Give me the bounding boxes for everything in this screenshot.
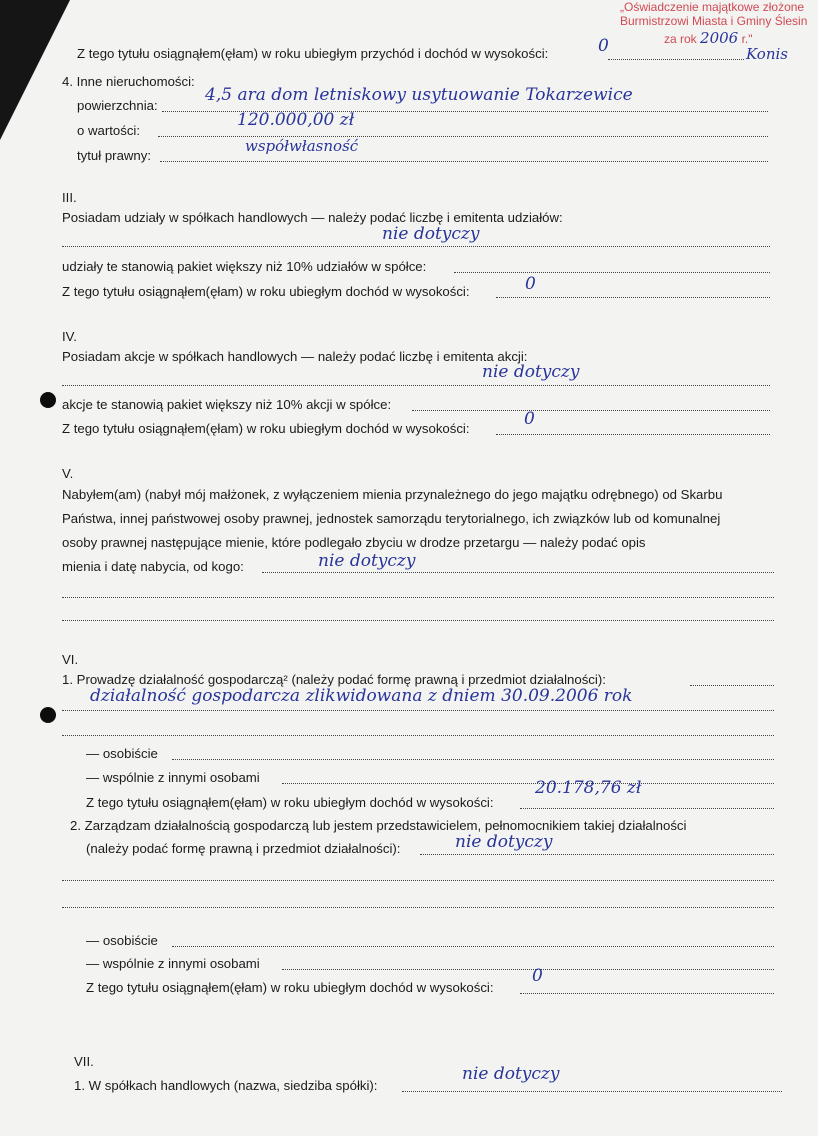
stocks-income-value: 0 (524, 409, 535, 429)
stamp-year-prefix: za rok (664, 32, 697, 46)
companies-value: nie dotyczy (462, 1064, 560, 1084)
management-extra-line (62, 880, 774, 881)
legal-title-line (160, 161, 768, 162)
business-extra-line (62, 735, 774, 736)
management-joint-label: — wspólnie z innymi osobami (86, 956, 260, 971)
shares-label: Posiadam udziały w spółkach handlowych — należy podać liczbę i emitenta udziałów: (62, 210, 563, 225)
business-personal-label: — osobiście (86, 746, 158, 761)
torn-corner (0, 0, 70, 140)
management-extra-line (62, 907, 774, 908)
shares-over10-line (454, 272, 770, 273)
section-iii-heading: III. (62, 190, 77, 205)
business-personal-line (172, 759, 774, 760)
business-income-value: 20.178,76 zł (535, 778, 642, 798)
stamp-year-suffix: r." (741, 32, 753, 46)
stamp-line2: Burmistrzowi Miasta i Gminy Ślesin (620, 14, 808, 28)
section-v-heading: V. (62, 466, 74, 481)
management-line (420, 854, 774, 855)
punch-hole (40, 707, 56, 723)
management-joint-line (282, 969, 774, 970)
stamp-line1: „Oświadczenie majątkowe złożone (620, 0, 805, 14)
section-vi-heading: VI. (62, 652, 79, 667)
acquisition-value: nie dotyczy (318, 551, 416, 571)
stocks-value: nie dotyczy (482, 362, 580, 382)
business-joint-label: — wspólnie z innymi osobami (86, 770, 260, 785)
stocks-over10-line (412, 410, 770, 411)
business-income-line (520, 808, 774, 809)
legal-title-label: tytuł prawny: (77, 148, 152, 163)
value-value: 120.000,00 zł (237, 110, 355, 130)
stocks-line (62, 385, 770, 386)
companies-label: 1. W spółkach handlowych (nazwa, siedziba spółki): (74, 1078, 378, 1093)
shares-income-line (496, 297, 770, 298)
business-line (62, 710, 774, 711)
other-property-title: 4. Inne nieruchomości: (62, 74, 195, 89)
value-label: o wartości: (77, 123, 141, 138)
business-label: 1. Prowadzę działalność gospodarczą² (należy podać formę prawną i przedmiot działalności): (62, 672, 606, 687)
area-label: powierzchnia: (77, 98, 158, 113)
management-personal-label: — osobiście (86, 933, 158, 948)
signature-initials: Konis (746, 45, 788, 63)
acquisition-line2: Państwa, innej państwowej osoby prawnej, jednostek samorządu terytorialnego, ich związków lub od komunalnej (62, 511, 721, 526)
management-line2: (należy podać formę prawną i przedmiot działalności): (86, 841, 401, 856)
management-value: nie dotyczy (455, 832, 553, 852)
legal-title-value: współwłasność (245, 137, 359, 155)
section-vii-heading: VII. (74, 1054, 94, 1069)
stamp-line3 (664, 28, 753, 48)
acquisition-line3: osoby prawnej następujące mienie, które podlegało zbyciu w drodze przetargu — należy podać opis (62, 535, 646, 550)
acquisition-line4: mienia i datę nabycia, od kogo: (62, 559, 244, 574)
stamp-year: 2006 (700, 29, 739, 47)
shares-income-label: Z tego tytułu osiągnąłem(ęłam) w roku ubiegłym dochód w wysokości: (62, 284, 470, 299)
top-income-label: Z tego tytułu osiągnąłem(ęłam) w roku ubiegłym przychód i dochód w wysokości: (77, 46, 549, 61)
top-income-line (608, 59, 744, 60)
management-personal-line (172, 946, 774, 947)
companies-line (402, 1091, 782, 1092)
shares-over10-label: udziały te stanowią pakiet większy niż 10% udziałów w spółce: (62, 259, 427, 274)
management-income-line (520, 993, 774, 994)
top-income-value: 0 (598, 36, 609, 56)
business-income-label: Z tego tytułu osiągnąłem(ęłam) w roku ubiegłym dochód w wysokości: (86, 795, 494, 810)
business-joint-line (282, 783, 774, 784)
stocks-over10-label: akcje te stanowią pakiet większy niż 10% akcji w spółce: (62, 397, 392, 412)
business-label-line (690, 685, 774, 686)
area-value: 4,5 ara dom letniskowy usytuowanie Tokarzewice (205, 85, 633, 105)
stocks-income-label: Z tego tytułu osiągnąłem(ęłam) w roku ubiegłym dochód w wysokości: (62, 421, 470, 436)
acquisition-line1: Nabyłem(am) (nabył mój małżonek, z wyłączeniem mienia przynależnego do jego majątku odrębnego) od Skarbu (62, 487, 723, 502)
punch-hole (40, 392, 56, 408)
business-value: działalność gospodarcza zlikwidowana z dniem 30.09.2006 rok (90, 686, 633, 706)
acquisition-extra-line (62, 620, 774, 621)
shares-line (62, 246, 770, 247)
management-income-label: Z tego tytułu osiągnąłem(ęłam) w roku ubiegłym dochód w wysokości: (86, 980, 494, 995)
shares-income-value: 0 (525, 274, 536, 294)
stocks-label: Posiadam akcje w spółkach handlowych — należy podać liczbę i emitenta akcji: (62, 349, 528, 364)
shares-value: nie dotyczy (382, 224, 480, 244)
acquisition-line (262, 572, 774, 573)
stocks-income-line (496, 434, 770, 435)
acquisition-extra-line (62, 597, 774, 598)
management-line1: 2. Zarządzam działalnością gospodarczą lub jestem przedstawicielem, pełnomocnikiem takiej działalności (70, 818, 687, 833)
section-iv-heading: IV. (62, 329, 77, 344)
management-income-value: 0 (532, 966, 543, 986)
